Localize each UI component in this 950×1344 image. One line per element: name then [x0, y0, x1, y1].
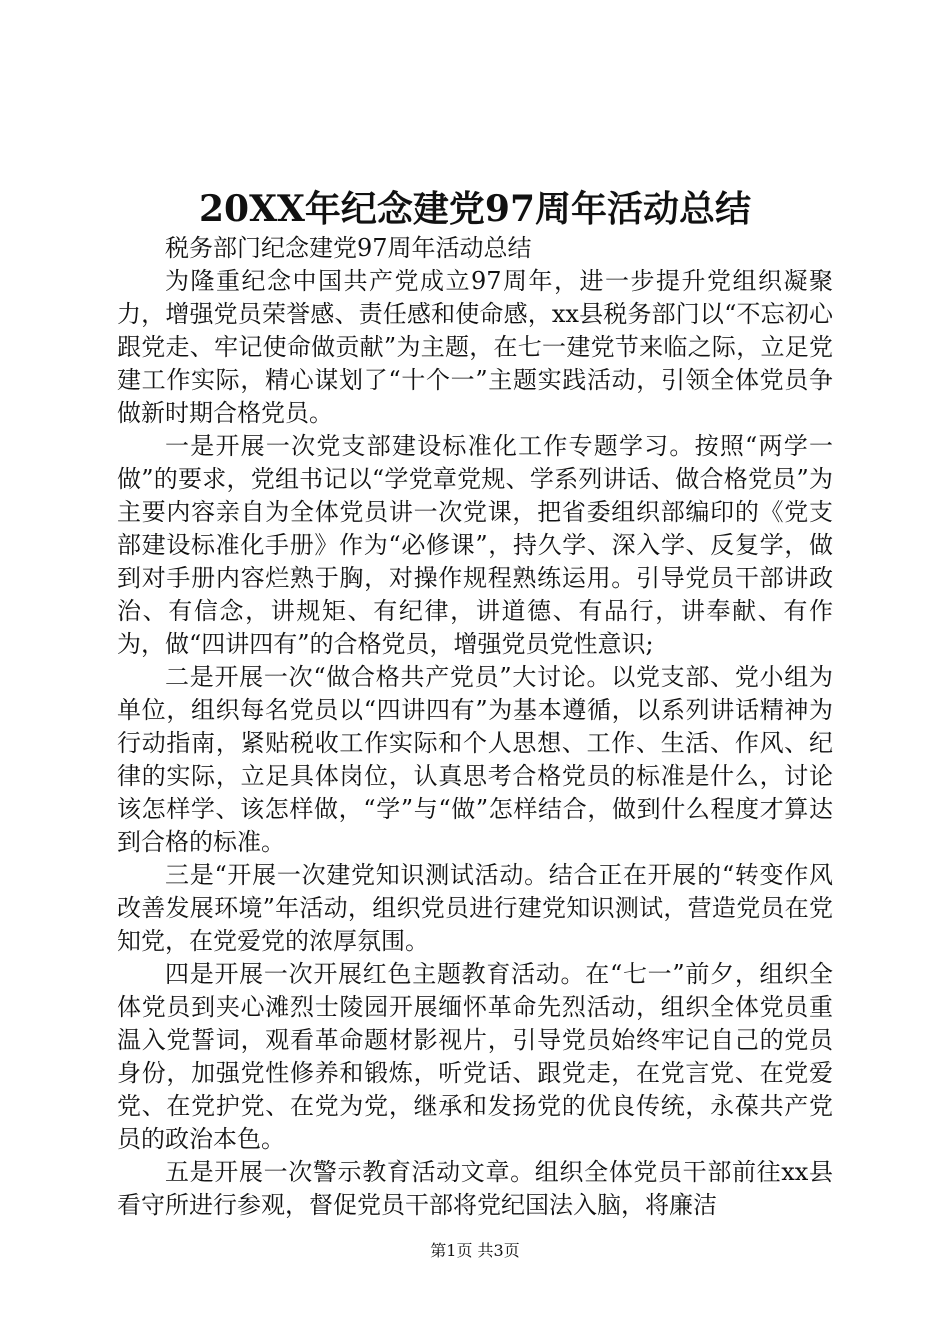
paragraph-item-1: 一是开展一次党支部建设标准化工作专题学习。按照“两学一做”的要求，党组书记以“学党章党规、学系列讲话、做合格党员”为主要内容亲自为全体党员讲一次党课，把省委组织部编印的《党支部建设标准化手册》作为“必修课”，持久学、深入学、反复学，做到对手册内容烂熟于胸，对操作规程熟练运用。引导党员干部讲政治、有信念，讲规矩、有纪律，讲道德、有品行，讲奉献、有作为，做“四讲四有”的合格党员，增强党员党性意识; — [117, 432, 833, 658]
paragraph-item-2: 二是开展一次“做合格共产党员”大讨论。以党支部、党小组为单位，组织每名党员以“四讲四有”为基本遵循，以系列讲话精神为行动指南，紧贴税收工作实际和个人思想、工作、生活、作风、纪律的实际，立足具体岗位，认真思考合格党员的标准是什么，讨论该怎样学、该怎样做，“学”与“做”怎样结合，做到什么程度才算达到合格的标准。 — [117, 663, 833, 856]
paragraph-intro: 为隆重纪念中国共产党成立97周年，进一步提升党组织凝聚力，增强党员荣誉感、责任感和使命感，xx县税务部门以“不忘初心跟党走、牢记使命做贡献”为主题，在七一建党节来临之际，立足党建工作实际，精心谋划了“十个一”主题实践活动，引领全体党员争做新时期合格党员。 — [117, 267, 833, 427]
paragraph-item-3: 三是“开展一次建党知识测试活动。结合正在开展的“转变作风改善发展环境”年活动，组织党员进行建党知识测试，营造党员在党知党，在党爱党的浓厚氛围。 — [117, 861, 833, 955]
document-title: 20XX年纪念建党97周年活动总结 — [198, 188, 752, 230]
document-body — [117, 232, 833, 1222]
paragraph-item-4: 四是开展一次开展红色主题教育活动。在“七一”前夕，组织全体党员到夹心滩烈士陵园开展缅怀革命先烈活动，组织全体党员重温入党誓词，观看革命题材影视片，引导党员始终牢记自己的党员身份，加强党性修养和锻炼，听党话、跟党走，在党言党、在党爱党、在党护党、在党为党，继承和发扬党的优良传统，永葆共产党员的政治本色。 — [117, 960, 833, 1153]
page-footer: 第1页 共3页 — [430, 1241, 520, 1260]
paragraph-subtitle: 税务部门纪念建党97周年活动总结 — [165, 234, 532, 262]
paragraph-item-5: 五是开展一次警示教育活动文章。组织全体党员干部前往xx县看守所进行参观，督促党员干部将党纪国法入脑，将廉洁 — [117, 1158, 833, 1219]
